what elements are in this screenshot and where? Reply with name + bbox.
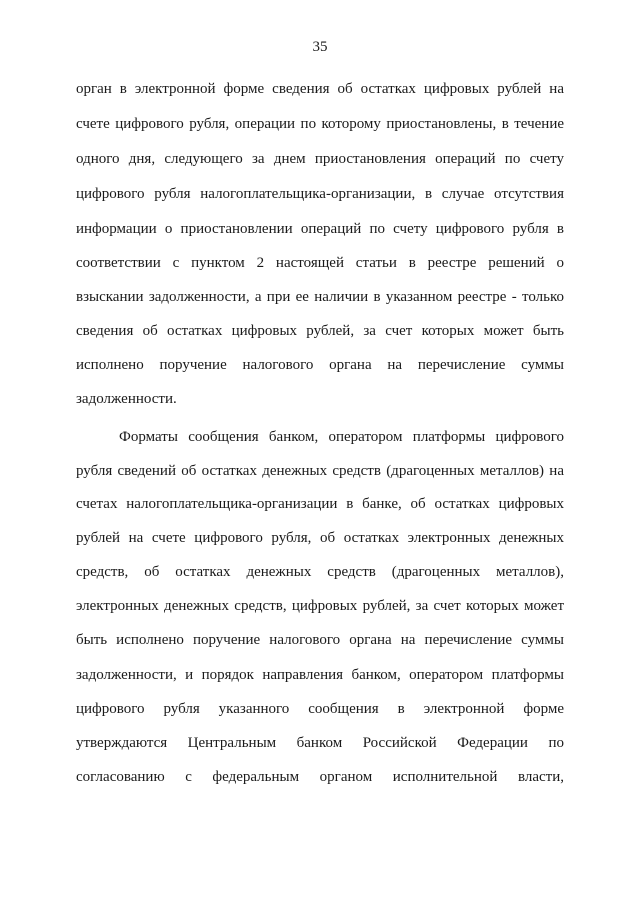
paragraph-2-line-2: рубля сведений об остатках денежных средств (драгоценных металлов) на [76, 463, 564, 479]
paragraph-2-line-6: электронных денежных средств, цифровых рублей, за счет которых может [76, 598, 564, 614]
paragraph-2-line-5: средств, об остатках денежных средств (драгоценных металлов), [76, 564, 564, 580]
paragraph-2-line-1: Форматы сообщения банком, оператором платформы цифрового [119, 429, 564, 445]
paragraph-2-line-10: утверждаются Центральным банком Российской Федерации по [76, 735, 564, 751]
paragraph-2-line-8: задолженности, и порядок направления банком, оператором платформы [76, 667, 564, 683]
paragraph-1-line-4: цифрового рубля налогоплательщика-организации, в случае отсутствия [76, 186, 564, 202]
paragraph-1-line-5: информации о приостановлении операций по счету цифрового рубля в [76, 221, 564, 237]
page-number: 35 [312, 39, 328, 55]
paragraph-1-line-7: взыскании задолженности, а при ее наличии в указанном реестре - только [76, 289, 564, 305]
paragraph-2-line-3: счетах налогоплательщика-организации в банке, об остатках цифровых [76, 496, 564, 512]
paragraph-2-line-9: цифрового рубля указанного сообщения в электронной форме [76, 701, 564, 717]
paragraph-1-line-1: орган в электронной форме сведения об остатках цифровых рублей на [76, 81, 564, 97]
paragraph-2-line-11: согласованию с федеральным органом исполнительной власти, [76, 769, 564, 785]
paragraph-1-line-10: задолженности. [76, 391, 177, 407]
paragraph-1-line-6: соответствии с пунктом 2 настоящей статьи в реестре решений о [76, 255, 564, 271]
paragraph-1-line-8: сведения об остатках цифровых рублей, за счет которых может быть [76, 323, 564, 339]
paragraph-1-line-2: счете цифрового рубля, операции по которому приостановлены, в течение [76, 116, 564, 132]
paragraph-2-line-7: быть исполнено поручение налогового органа на перечисление суммы [76, 632, 564, 648]
paragraph-1-line-3: одного дня, следующего за днем приостановления операций по счету [76, 151, 564, 167]
paragraph-2-line-4: рублей на счете цифрового рубля, об остатках электронных денежных [76, 530, 564, 546]
paragraph-1-line-9: исполнено поручение налогового органа на перечисление суммы [76, 357, 564, 373]
